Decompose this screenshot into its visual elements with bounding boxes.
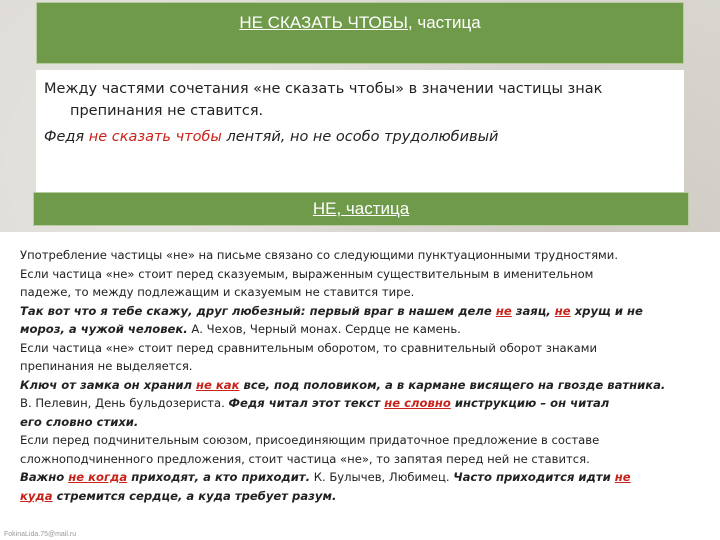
- example-text: все, под половиком, а в кармане висящего на гвозде ватника.: [239, 377, 666, 392]
- highlight-ne: не: [554, 303, 571, 318]
- rule-text-line2: препинания не ставится.: [70, 103, 264, 119]
- example-text: заяц,: [511, 303, 555, 318]
- example-line: [20, 468, 700, 487]
- rule-panel-2: [0, 232, 720, 540]
- text-line: Употребление частицы «не» на письме связано со следующими пунктуационными трудностями.: [20, 248, 619, 262]
- example-text: Так вот что я тебе скажу, друг любезный: первый враг в нашем деле: [20, 303, 496, 318]
- example-text: Важно: [20, 470, 69, 484]
- example-text: мороз, а чужой человек.: [20, 322, 188, 336]
- rule-text-line1: Между частями сочетания «не сказать чтобы» в значении частицы знак: [44, 81, 603, 97]
- example-text-end: лентяй, но не особо трудолюбивый: [221, 129, 499, 145]
- highlight-ne: не: [495, 303, 512, 318]
- rule-panel-1: [36, 70, 684, 192]
- example-line: его словно стихи.: [20, 414, 139, 429]
- citation: В. Пелевин, День бульдозериста.: [20, 396, 229, 410]
- highlight-ne-kogda: не когда: [68, 470, 128, 484]
- example-text: Федя читал этот текст: [228, 396, 385, 410]
- example-sentence: [44, 126, 676, 148]
- example-line: [20, 394, 700, 413]
- example-line: [20, 320, 700, 339]
- example-line: [20, 302, 700, 321]
- text-line: падеже, то между подлежащим и сказуемым не ставится тире.: [20, 285, 415, 299]
- text-line: Если частица «не» стоит перед сравнительным оборотом, то сравнительный оборот знаками: [20, 340, 598, 355]
- watermark: FokinaLida.75@mail.ru: [4, 531, 77, 538]
- text-line: Если частица «не» стоит перед сказуемым, выраженным существительным в именительном: [20, 266, 594, 281]
- example-text: приходят, а кто приходит.: [127, 470, 311, 484]
- text-line: препинания не выделяется.: [20, 359, 193, 373]
- text-line: Если перед подчинительным союзом, присоединяющим придаточное предложение в составе: [20, 433, 600, 447]
- highlight-ne-slovno: не словно: [384, 396, 451, 410]
- example-text: стремится сердце, а куда требует разум.: [52, 488, 337, 503]
- section-header-ne: [33, 192, 689, 226]
- term-heading-ne: НЕ: [312, 199, 337, 218]
- citation: К. Булычев, Любимец.: [310, 470, 454, 484]
- example-text: инструкцию – он читал: [450, 396, 610, 410]
- example-line: [20, 487, 700, 506]
- heading-suffix: , частица: [407, 13, 481, 32]
- text-line: сложноподчиненного предложения, стоит частица «не», то запятая перед ней не ставится.: [20, 451, 590, 466]
- example-highlight: не сказать чтобы: [88, 129, 222, 145]
- section-title: [37, 13, 683, 33]
- highlight-ne-kak: не как: [196, 377, 240, 392]
- example-text: Часто приходится идти: [453, 470, 615, 484]
- citation: А. Чехов, Черный монах. Сердце не камень.: [187, 322, 461, 336]
- example-line: [20, 376, 700, 395]
- highlight-kuda: куда: [20, 488, 53, 503]
- term-heading: НЕ СКАЗАТЬ ЧТОБЫ: [239, 13, 408, 32]
- example-text: Ключ от замка он хранил: [20, 377, 196, 392]
- example-text: хрущ и не: [570, 303, 643, 318]
- heading-suffix-ne: , частица: [336, 199, 410, 218]
- example-text: Федя: [44, 129, 89, 145]
- highlight-ne: не: [614, 470, 631, 484]
- section-header-ne-skazat-chtoby: [36, 2, 684, 64]
